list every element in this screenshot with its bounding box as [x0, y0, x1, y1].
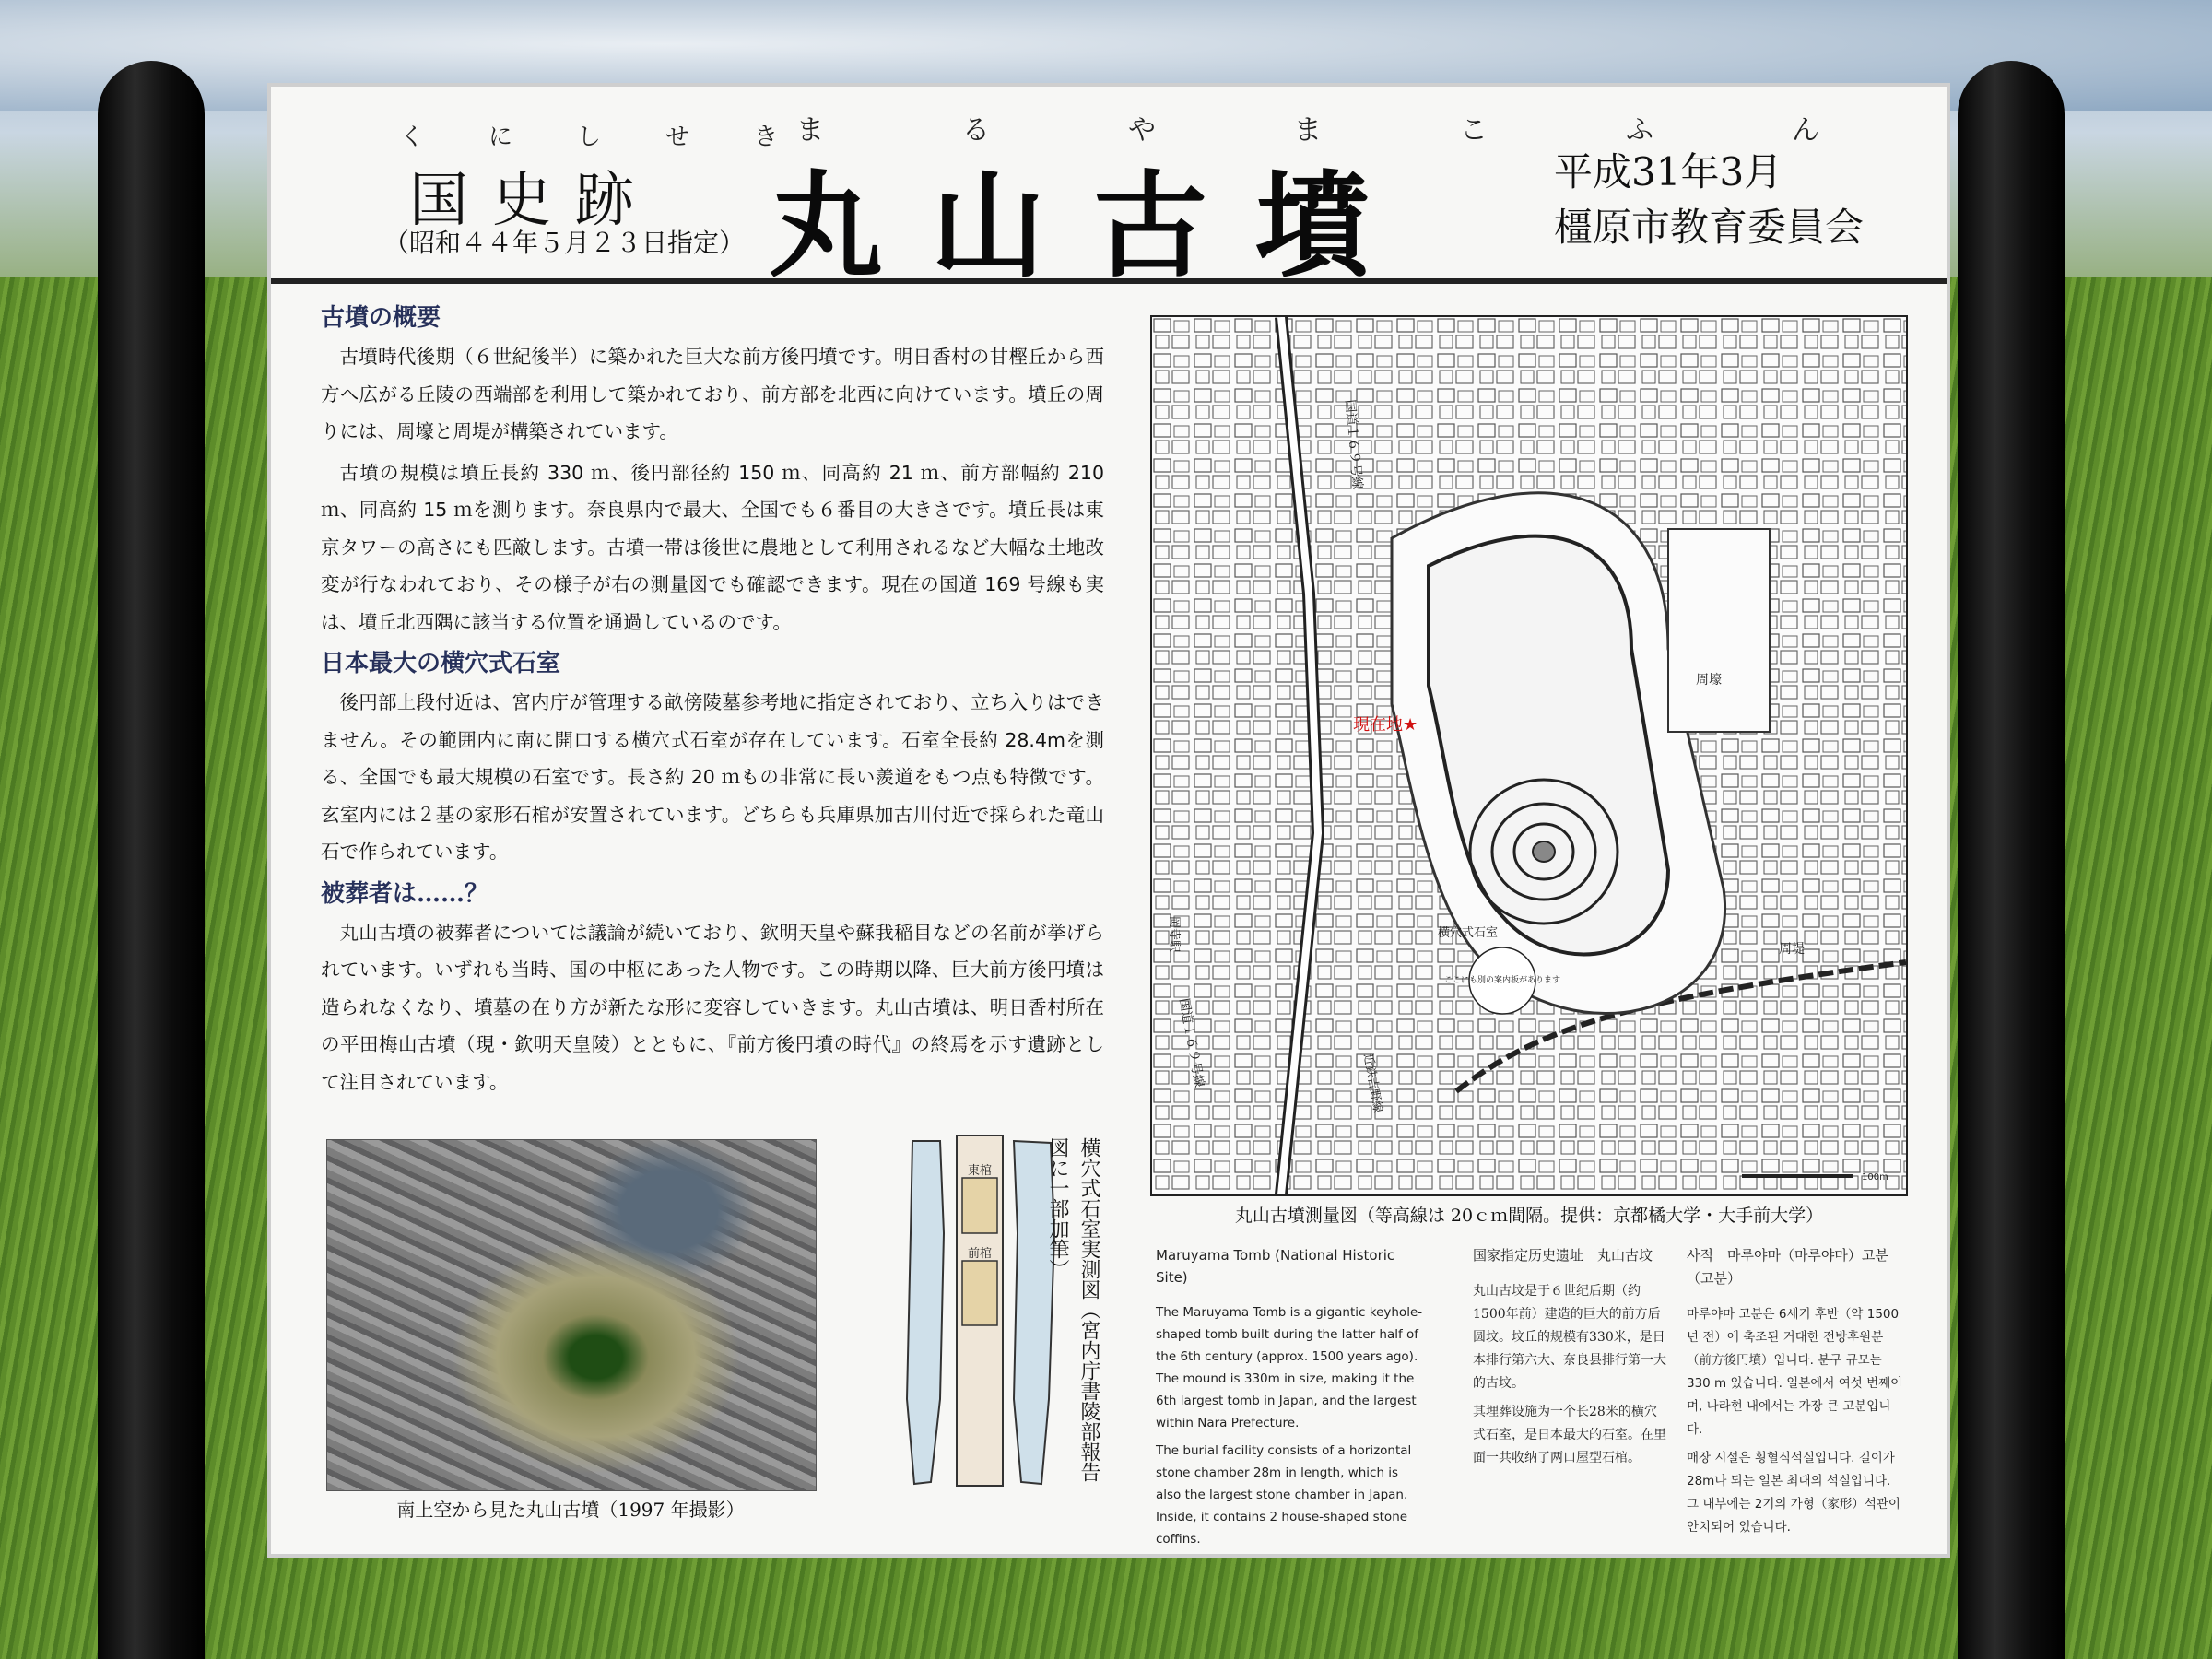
english-paragraph-2: The burial facility consists of a horizontal stone chamber 28m in length, which is also the largest stone chamber in Japan. Inside, it contains 2 house-shaped stone coffins.	[1156, 1443, 1412, 1547]
mound-contour-4	[1533, 841, 1555, 862]
chamber-map-label: 横穴式石室	[1438, 926, 1499, 940]
scale-label: 100m	[1862, 1172, 1888, 1182]
route-label-top: 国道１６９号線	[1342, 398, 1365, 490]
section-title-buried: 被葬者は……？	[321, 879, 489, 908]
coffin-east	[962, 1178, 997, 1233]
buried-paragraph: 丸山古墳の被葬者については議論が続いており、欽明天皇や蘇我稲目などの名前が挙げられています。いずれも当時、国の中枢にあった人物です。この時期以降、巨大前方後円墳は造られなくなり、墳墓の在り方が新たな形に変容していきます。丸山古墳は、明日香村所在の平田梅山古墳（現・欽明天皇陵）とともに、『前方後円墳の時代』の終焉を示す遺跡として注目されています。	[321, 921, 1104, 1093]
survey-map-drawing	[1152, 317, 1906, 1194]
title-ruby: まるやまこふん	[796, 114, 1958, 147]
japanese-text-column	[321, 295, 1104, 1104]
coffin-east-label: 東棺	[967, 1164, 993, 1178]
survey-map	[1150, 315, 1908, 1196]
chamber-drawing-caption: 横穴式石室実測図（宮内庁書陵部報告図に一部加筆）	[1046, 1137, 1100, 1482]
korean-title: 사적 마루야마（마루야마）고분（고분）	[1687, 1247, 1888, 1287]
korean-text	[1687, 1244, 1906, 1545]
section-title-stone-chamber: 日本最大の横穴式石室	[321, 650, 561, 677]
chinese-title: 国家指定历史遗址 丸山古坟	[1473, 1247, 1653, 1264]
english-title: Maruyama Tomb (National Historic Site)	[1156, 1247, 1395, 1286]
korean-paragraph-1: 마루야마 고분은 6세기 후반（약 1500년 전）에 축조된 거대한 전방후원분（前方後円墳）입니다. 분구 규모는 330 m 있습니다. 일본에서 여섯 번째이며, 나라현 내에서는 가장 큰 고분입니다.	[1687, 1307, 1903, 1437]
main-title: 丸山古墳	[769, 159, 1418, 293]
small-title: 国史跡	[409, 167, 658, 235]
chinese-text	[1473, 1244, 1666, 1476]
chamber-outline-left	[907, 1141, 944, 1484]
chamber-paragraph: 後円部上段付近は、宮内庁が管理する畝傍陵墓参考地に指定されており、立ち入りはできません。その範囲内に南に開口する横穴式石室が存在しています。石室全長約 28.4mを測る、全国でも最大規模の石室です。長さ約 20 ｍもの非常に長い羨道をもつ点も特徴です。玄室内には２基の家形石棺が安置されています。どちらも兵庫県加古川付近で採られた竜山石で作られています。	[321, 691, 1104, 863]
section-title-overview: 古墳の概要	[321, 304, 441, 332]
overview-paragraph-2: 古墳の規模は墳丘長約 330 ｍ、後円部径約 150 ｍ、同高約 21 ｍ、前方部幅約 210 ｍ、同高約 15 ｍを測ります。奈良県内で最大、全国でも６番目の大きさです。墳丘長は東京タワーの高さにも匹敵します。古墳一帯は後世に農地として利用されるなど大幅な土地改変が行なわれており、その様子が右の測量図でも確認できます。現在の国道 169 号線も実は、墳丘北西隅に該当する位置を通過しているのです。	[321, 461, 1104, 633]
right-post	[1958, 61, 2065, 1659]
issuer: 橿原市教育委員会	[1554, 205, 1865, 250]
aerial-photo-caption: 南上空から見た丸山古墳（1997 年撮影）	[396, 1499, 745, 1521]
coffin-front	[962, 1261, 997, 1325]
issue-date: 平成31年3月	[1554, 149, 1783, 194]
rail-label: 近鉄吉野線	[1360, 1053, 1385, 1114]
small-title-ruby: くにしせき	[400, 124, 843, 151]
moat-label: 周壕	[1696, 673, 1722, 688]
chinese-paragraph-2: 其埋葬设施为一个长28米的横穴式石室，是日本最大的石室。在里面一共收纳了两口屋型石棺。	[1473, 1405, 1666, 1465]
station-label: 岡寺駅	[1167, 916, 1181, 953]
stone-chamber-drawing	[903, 1123, 1060, 1493]
aerial-photo	[326, 1139, 817, 1491]
survey-map-caption: 丸山古墳測量図（等高線は 20ｃｍ間隔。提供：京都橘大学・大手前大学）	[1234, 1206, 1824, 1226]
overview-paragraph-1: 古墳時代後期（６世紀後半）に築かれた巨大な前方後円墳です。明日香村の甘樫丘から西方へ広がる丘陵の西端部を利用して築かれており、前方部を北西に向けています。墳丘の周りには、周壕と周堤が構築されています。	[321, 346, 1104, 442]
route-label-bottom: 国道１６９号線	[1176, 996, 1206, 1089]
english-paragraph-1: The Maruyama Tomb is a gigantic keyhole-shaped tomb built during the latter half of the 6th century (approx. 1500 years ago). The mound is 330m in size, making it the 6th largest tomb in Japan, and the largest within Nara Prefecture.	[1156, 1305, 1423, 1430]
you-are-here-label: 現在地★	[1353, 715, 1418, 735]
english-text	[1156, 1244, 1423, 1556]
notice-label: ここにも別の案内板があります	[1443, 976, 1561, 985]
chinese-paragraph-1: 丸山古坟是于６世纪后期（约1500年前）建造的巨大的前方后圆坟。坟丘的规模有330米，是日本排行第六大、奈良县排行第一大的古坟。	[1473, 1284, 1666, 1391]
bank-label: 周堤	[1779, 942, 1805, 957]
coffin-front-label: 前棺	[967, 1247, 993, 1261]
board-header	[271, 87, 1958, 293]
korean-paragraph-2: 매장 시설은 횡혈식석실입니다. 길이가 28m나 되는 일본 최대의 석실입니다. 그 내부에는 2기의 가형（家形）석관이 안치되어 있습니다.	[1687, 1451, 1900, 1535]
left-post	[98, 61, 205, 1659]
moat-field-east	[1668, 529, 1770, 732]
info-board	[267, 83, 1958, 1558]
designation-date: （昭和４４年５月２３日指定）	[383, 228, 746, 258]
